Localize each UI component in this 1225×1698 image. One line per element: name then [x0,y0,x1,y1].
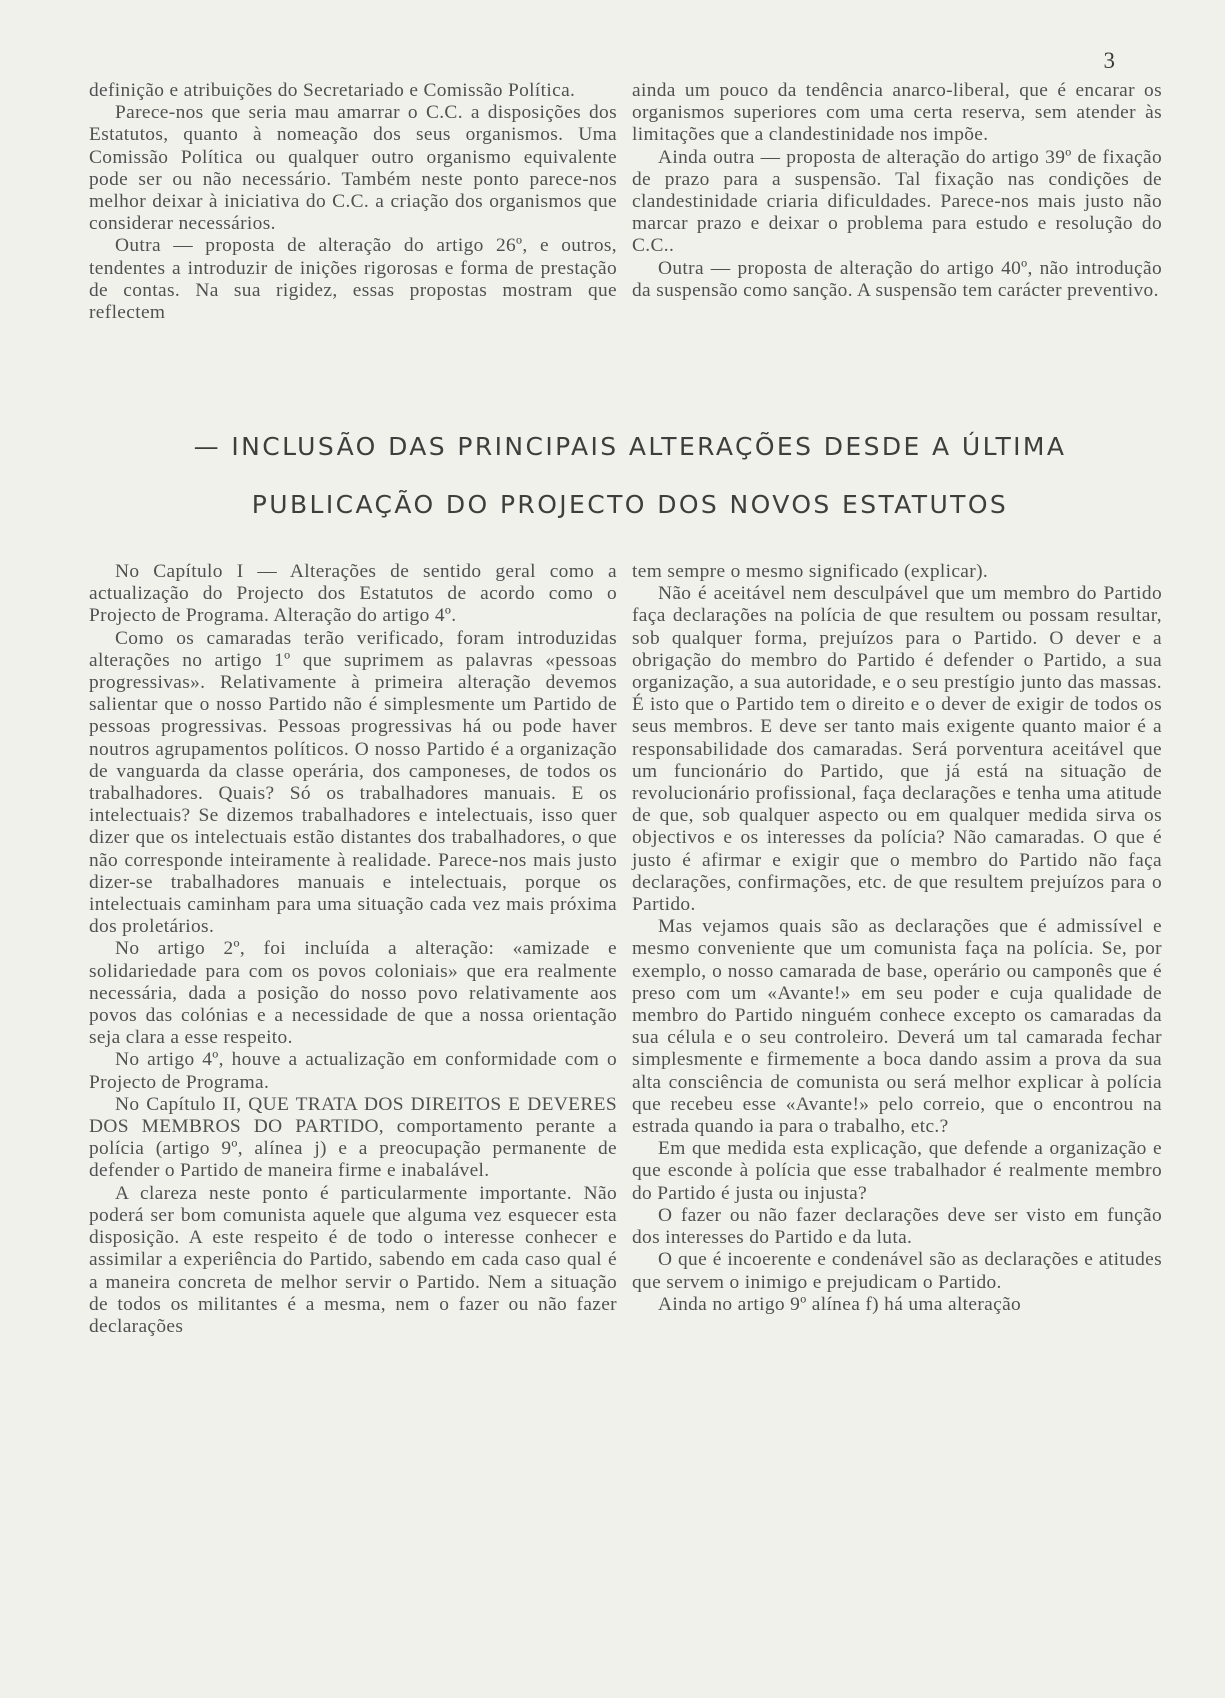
paragraph: Outra — proposta de alteração do artigo 40º, não introdução da suspensão como sanção. A suspensão tem carácter preventivo. [632,257,1162,301]
paragraph: No artigo 4º, houve a actualização em conformidade com o Projecto de Programa. [89,1049,617,1093]
bottom-right-column [632,561,1162,1316]
paragraph: ainda um pouco da tendência anarco-liberal, que é encarar os organismos superiores com uma certa reserva, sem atender às limitações que a clandestinidade nos impõe. [632,80,1162,146]
paragraph: No Capítulo II, QUE TRATA DOS DIREITOS E DEVERES DOS MEMBROS DO PARTIDO, comportamento perante a polícia (artigo 9º, alínea j) e a preocupação permanente de defender o Partido de maneira firme e inabalável. [89,1093,617,1182]
section-heading-line-2: PUBLICAÇÃO DO PROJECTO DOS NOVOS ESTATUTOS [251,490,1009,519]
section-heading-line-1: — INCLUSÃO DAS PRINCIPAIS ALTERAÇÕES DESDE A ÚLTIMA [193,432,1067,461]
paragraph: Não é aceitável nem desculpável que um membro do Partido faça declarações na polícia de que resultem ou possam resultar, sob qualquer forma, prejuízos para o Partido. O dever e a obrigação do membro do Partido é defender o Partido, a sua organização, a sua autoridade, e o seu prestígio junto das massas. É isto que o Partido tem o direito e o dever de exigir de todos os seus membros. E deve ser tanto mais exigente quanto maior é a responsabilidade dos camaradas. Será porventura aceitável que um funcionário do Partido, que já está na situação de revolucionário profissional, faça declarações e tenha uma atitude de que, sob qualquer aspecto ou em qualquer medida sirva os objectivos e os interesses da polícia? Não camaradas. O que é justo é afirmar e exigir que o membro do Partido não faça declarações, confirmações, etc. de que resultem prejuízos para o Partido. [632,583,1162,916]
paragraph: definição e atribuições do Secretariado e Comissão Política. [89,80,576,101]
paragraph: O fazer ou não fazer declarações deve ser visto em função dos interesses do Partido e da luta. [632,1204,1162,1249]
paragraph: Parece-nos que seria mau amarrar o C.C. a disposições dos Estatutos, quanto à nomeação dos seus organismos. Uma Comissão Política ou qualquer outro organismo equivalente pode ser ou não necessário. Também neste ponto parece-nos melhor deixar à iniciativa do C.C. a criação dos organismos que considerar necessários. [89,102,617,235]
paragraph: No Capítulo I — Alterações de sentido geral como a actualização do Projecto dos Estatutos de acordo como o Projecto de Programa. Alteração do artigo 4º. [89,561,617,627]
paragraph: Outra — proposta de alteração do artigo 26º, e outros, tendentes a introduzir de inições rigorosas e forma de prestação de contas. Na sua rigidez, essas propostas mostram que reflectem [89,235,617,324]
paragraph: tem sempre o mesmo significado (explicar). [632,561,989,582]
paragraph: Ainda no artigo 9º alínea f) há uma alteração [658,1293,1022,1315]
bottom-left-column [89,561,617,1338]
paragraph: Como os camaradas terão verificado, foram introduzidas alterações no artigo 1º que suprimem as palavras «pessoas progressivas». Relativamente à primeira alteração devemos salientar que o nosso Partido não é simplesmente um Partido de pessoas progressivas. Pessoas progressivas há ou pode haver noutros agrupamentos políticos. O nosso Partido é a organização de vanguarda da classe operária, dos camponeses, de todos os trabalhadores. Quais? Só os trabalhadores manuais. E os intelectuais? Se dizemos trabalhadores e intelectuais, isso quer dizer que os intelectuais estão distantes dos trabalhadores, o que não corresponde inteiramente à realidade. Parece-nos mais justo dizer-se trabalhadores manuais e intelectuais, porque os intelectuais caminham para uma situação cada vez mais próxima dos proletários. [89,627,617,938]
page-number: 3 [1103,48,1115,73]
paragraph: Em que medida esta explicação, que defende a organização e que esconde à polícia que esse trabalhador é realmente membro do Partido é justa ou injusta? [632,1138,1162,1204]
paragraph: Ainda outra — proposta de alteração do artigo 39º de fixação de prazo para a suspensão. Tal fixação nas condições de clandestinidade criaria dificuldades. Parece-nos mais justo não marcar prazo e deixar o problema para estudo e resolução do C.C.. [632,146,1162,257]
paragraph: No artigo 2º, foi incluída a alteração: «amizade e solidariedade para com os povos coloniais» que era realmente necessária, dada a posição do nosso povo relativamente aos povos das colónias e a necessidade de que a nossa orientação seja clara a esse respeito. [89,938,617,1049]
top-right-column [632,80,1162,302]
paragraph: Mas vejamos quais são as declarações que é admissível e mesmo conveniente que um comunista faça na polícia. Se, por exemplo, o nosso camarada de base, operário ou camponês que é preso com um «Avante!» em seu poder e cuja qualidade de membro do Partido ninguém conhece excepto os camaradas da sua célula e o seu controleiro. Deverá um tal camarada fechar simplesmente e firmemente a boca dando assim a prova da sua alta consciência de comunista ou será melhor explicar à polícia que recebeu esse «Avante!» pelo correio, que o encontrou na estrada quando ia para o trabalho, etc.? [632,916,1162,1138]
paragraph: A clareza neste ponto é particularmente importante. Não poderá ser bom comunista aquele que alguma vez esquecer esta disposição. A este respeito é de todo o interesse conhecer e assimilar a experiência do Partido, sabendo em cada caso qual é a maneira concreta de melhor servir o Partido. Nem a situação de todos os militantes é a mesma, nem o fazer ou não fazer declarações [89,1182,617,1337]
top-left-column [89,80,617,324]
paragraph: O que é incoerente e condenável são as declarações e atitudes que servem o inimigo e prejudicam o Partido. [632,1249,1162,1293]
